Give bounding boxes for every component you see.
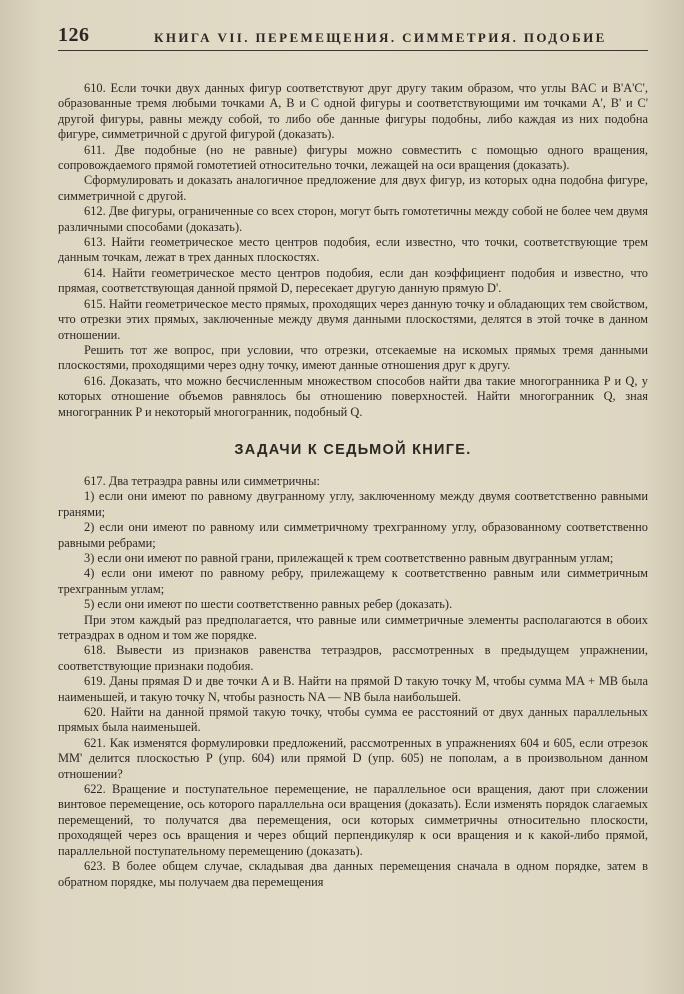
paragraph: 622. Вращение и поступательное перемещение, не параллельное оси вращения, дают при сложении винтовое перемещение, ось которого параллельна оси вращения (доказать). Если изменять порядок слагаемых перемещений, то получатся два перемещения, оси которых симметричны относительно плоскости, проходящей через ось вращения и через общий перпендикуляр к оси вращения и к какой-либо прямой, параллельной поступательному перемещению (доказать). xyxy=(58,782,648,858)
paragraph: 617. Два тетраэдра равны или симметричны: xyxy=(84,473,320,488)
page-header xyxy=(58,26,648,51)
problems-section-1 xyxy=(58,81,648,420)
paragraph: 619. Даны прямая D и две точки A и B. Найти на прямой D такую точку M, чтобы сумма MA + MB была наименьшей, и такую точку N, чтобы разность NA — NB была наибольшей. xyxy=(58,674,648,704)
paragraph: 614. Найти геометрическое место центров подобия, если дан коэффициент подобия и известно, что прямая, соответствующая данной прямой D, пересекает другую данную прямую D'. xyxy=(58,265,648,296)
paragraph: 615. Найти геометрическое место прямых, проходящих через данную точку и обладающих тем свойством, что отрезки этих прямых, заключенные между двумя данными плоскостями, делятся в этой точке в данном отношении. xyxy=(58,296,648,342)
section-heading: ЗАДАЧИ К СЕДЬМОЙ КНИГЕ. xyxy=(234,441,472,458)
paragraph: 620. Найти на данной прямой такую точку, чтобы сумма ее расстояний от двух данных параллельных прямых была наименьшей. xyxy=(58,705,648,735)
paragraph: 4) если они имеют по равному ребру, прилежащему к соответственно равным или симметричным трехгранным углам; xyxy=(58,566,648,596)
paragraph: 5) если они имеют по шести соответственно равных ребер (доказать). xyxy=(84,597,453,612)
paragraph: 3) если они имеют по равной грани, прилежащей к трем соответственно равным двугранным углам; xyxy=(84,550,614,565)
paragraph: 613. Найти геометрическое место центров подобия, если известно, что точки, соответствующие трем данным точкам, лежат в трех данных плоскостях. xyxy=(58,235,648,265)
paragraph: 2) если они имеют по равному или симметричному трехгранному углу, образованному соответственно равными ребрами; xyxy=(58,520,648,550)
paragraph: 612. Две фигуры, ограниченные со всех сторон, могут быть гомотетичны между собой не более чем двумя различными способами (доказать). xyxy=(58,204,648,234)
paragraph: 618. Вывести из признаков равенства тетраэдров, рассмотренных в предыдущем упражнении, соответствующие признаки подобия. xyxy=(58,643,648,673)
problems-section-2 xyxy=(58,474,648,890)
page-number: 126 xyxy=(58,24,90,46)
paragraph: 610. Если точки двух данных фигур соответствуют друг другу таким образом, что углы BAC и B'A'C', образованные тремя любыми точками A, B и C одной фигуры и соответствующими им точками A', B' и C' другой фигуры, равны между собой, то либо обе данные фигуры подобны, либо каждая из них подобна фигуре, симметричной с другой фигурой (доказать). xyxy=(58,81,648,142)
paragraph: Сформулировать и доказать аналогичное предложение для двух фигур, из которых одна подобна фигуре, симметричной с другой. xyxy=(58,173,648,203)
paragraph: 616. Доказать, что можно бесчисленным множеством способов найти два такие многогранника P и Q, у которых отношение объемов равнялось бы отношению поверхностей. Найти многогранник Q, зная многогранник P и некоторый многогранник, подобный Q. xyxy=(58,373,648,419)
paragraph: Решить тот же вопрос, при условии, что отрезки, отсекаемые на искомых прямых тремя данными плоскостями, проходящими через одну точку, имеют данные отношения друг к другу. xyxy=(58,342,648,373)
paragraph: 623. В более общем случае, складывая два данных перемещения сначала в одном порядке, затем в обратном порядке, мы получаем два перемещения xyxy=(58,859,648,889)
running-head: КНИГА VII. ПЕРЕМЕЩЕНИЯ. СИММЕТРИЯ. ПОДОБИЕ xyxy=(154,30,607,45)
paragraph: 611. Две подобные (но не равные) фигуры можно совместить с помощью одного вращения, сопровождаемого прямой гомотетией относительно точки, лежащей на оси вращения (доказать). xyxy=(58,142,648,173)
paragraph: 1) если они имеют по равному двугранному углу, заключенному между двумя соответственно равными гранями; xyxy=(58,489,648,519)
paragraph: При этом каждый раз предполагается, что равные или симметричные элементы располагаются в обоих тетраэдрах в одном и том же порядке. xyxy=(58,612,648,642)
paragraph: 621. Как изменятся формулировки предложений, рассмотренных в упражнениях 604 и 605, если отрезок MM' делится плоскостью P (упр. 604) или прямой D (упр. 605) не пополам, а в произвольном данном отношении? xyxy=(58,735,648,781)
